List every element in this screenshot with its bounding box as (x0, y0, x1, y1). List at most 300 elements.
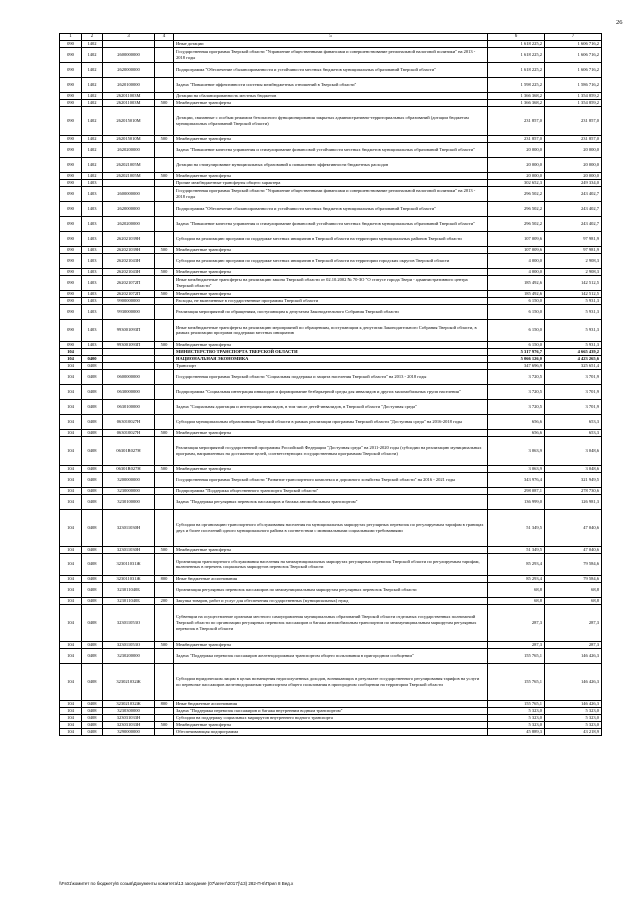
amount-2018-cell: 5 323,0 (545, 721, 602, 728)
description-cell: Дотации, связанные с особым режимом безопасного функционирования закрытых административно-территориальных образований (дотации бюджетам муниципальных образований Тверской области) (174, 106, 488, 135)
amount-2018-cell: 1 586 716,2 (545, 77, 602, 92)
admin-code-cell: 104 (60, 575, 82, 582)
section-code-cell: 0408 (82, 384, 103, 399)
amount-2018-cell: 2 908,3 (545, 253, 602, 268)
admin-code-cell: 104 (60, 641, 82, 648)
amount-2017-cell: 231 857,0 (488, 106, 545, 135)
admin-code-cell: 104 (60, 582, 82, 597)
section-code-cell: 1403 (82, 341, 103, 348)
section-code-cell: 1402 (82, 106, 103, 135)
description-cell: Дотации на сбалансированность местных бюджетов (174, 92, 488, 99)
amount-2018-cell: 325 651,4 (545, 362, 602, 369)
amount-2018-cell: 43 218,9 (545, 728, 602, 735)
admin-code-cell: 090 (60, 40, 82, 47)
footer-file-path: \\Fs01\комитет по бюджету\6 созыв\Документы комитета\13 заседание (07\агент\2017)\13) 282-П-6\Прил 8 Вед.x (59, 881, 294, 886)
description-cell: Межбюджетные трансферты (174, 268, 488, 275)
amount-2018-cell: 231 857,0 (545, 106, 602, 135)
description-cell: Задача "Поддержка регулярных перевозок пассажиров и багажа автомобильным транспортом" (174, 494, 488, 509)
description-cell: МИНИСТЕРСТВО ТРАНСПОРТА ТВЕРСКОЙ ОБЛАСТИ (174, 348, 488, 355)
section-code-cell: 1402 (82, 92, 103, 99)
amount-2017-cell: 3 720,5 (488, 399, 545, 414)
admin-code-cell: 104 (60, 597, 82, 604)
expense-type-cell (155, 487, 174, 494)
description-cell: Задача "Повышение эффективности системы межбюджетных отношений в Тверской области" (174, 77, 488, 92)
section-code-cell: 1403 (82, 186, 103, 201)
admin-code-cell: 090 (60, 253, 82, 268)
section-code-cell: 1402 (82, 172, 103, 179)
admin-code-cell: 104 (60, 604, 82, 641)
section-code-cell: 0408 (82, 546, 103, 553)
description-cell: Подпрограмма "Поддержка общественного транспорта Тверской области" (174, 487, 488, 494)
target-article-cell: 262021072П (103, 275, 155, 290)
amount-2017-cell: 20 000,0 (488, 157, 545, 172)
amount-2018-cell: 68,8 (545, 597, 602, 604)
amount-2017-cell: 298 087,1 (488, 487, 545, 494)
table-row (60, 62, 602, 77)
admin-code-cell: 090 (60, 268, 82, 275)
target-article-cell: 063010027Н (103, 429, 155, 436)
table-row (60, 663, 602, 700)
description-cell: Иные бюджетные ассигнования (174, 575, 488, 582)
table-row (60, 436, 602, 465)
amount-2017-cell: 1 366 368,2 (488, 92, 545, 99)
amount-2017-cell: 296 502,2 (488, 201, 545, 216)
amount-2018-cell: 142 512,5 (545, 275, 602, 290)
admin-code-cell: 104 (60, 700, 82, 707)
admin-code-cell: 104 (60, 414, 82, 429)
description-cell: Реализация мероприятий государственной программы Российской Федерации "Доступная среда" на 2011-2020 годы (субсидии на реализацию муниципальных программ, направленных на достижение целей, соответствующих государственным программам Тверской области) (174, 436, 488, 465)
admin-code-cell: 090 (60, 304, 82, 319)
amount-2017-cell: 107 009,6 (488, 246, 545, 253)
section-code-cell: 0408 (82, 472, 103, 487)
amount-2018-cell: 97 981,9 (545, 231, 602, 246)
amount-2017-cell: 1 366 368,2 (488, 99, 545, 106)
admin-code-cell: 090 (60, 99, 82, 106)
table-row (60, 246, 602, 253)
description-cell: Субсидии муниципальным образованиям Тверской области в рамках реализации программы Тверской области "Доступная среда" на 2016-2018 годы (174, 414, 488, 429)
amount-2018-cell: 142 512,5 (545, 290, 602, 297)
expense-type-cell: 500 (155, 465, 174, 472)
section-code-cell: 0408 (82, 648, 103, 663)
table-row (60, 142, 602, 157)
expense-type-cell: 500 (155, 641, 174, 648)
section-code-cell: 0408 (82, 414, 103, 429)
target-article-cell: 262021005М (103, 157, 155, 172)
admin-code-cell: 090 (60, 179, 82, 186)
admin-code-cell: 104 (60, 648, 82, 663)
admin-code-cell: 104 (60, 369, 82, 384)
description-cell: Межбюджетные трансферты (174, 465, 488, 472)
expense-type-cell (155, 77, 174, 92)
amount-2017-cell: 1 598 225,2 (488, 77, 545, 92)
admin-code-cell: 090 (60, 275, 82, 290)
amount-2017-cell: 6 150,0 (488, 304, 545, 319)
section-code-cell: 0408 (82, 597, 103, 604)
description-cell: Субсидии на поддержку социальных маршрутов внутреннего водного транспорта (174, 714, 488, 721)
amount-2018-cell: 5 931,3 (545, 341, 602, 348)
section-code-cell: 0408 (82, 582, 103, 597)
amount-2017-cell: 45 889,3 (488, 728, 545, 735)
description-cell: Задача "Поддержка перевозок пассажиров и багажа внутренним водным транспортом" (174, 707, 488, 714)
amount-2017-cell: 302 652,3 (488, 179, 545, 186)
table-row (60, 494, 602, 509)
admin-code-cell: 090 (60, 172, 82, 179)
amount-2017-cell: 155 765,1 (488, 648, 545, 663)
target-article-cell: 323031033Н (103, 714, 155, 721)
amount-2018-cell: 20 000,0 (545, 172, 602, 179)
description-cell: Государственная программа Тверской области "Развитие транспортного комплекса и дорожного хозяйства Тверской области" на 2016 - 2021 годы (174, 472, 488, 487)
table-row (60, 414, 602, 429)
section-code-cell: 1402 (82, 40, 103, 47)
target-article-cell: 9930000000 (103, 304, 155, 319)
table-row (60, 509, 602, 546)
target-article-cell: 323021032Ж (103, 700, 155, 707)
description-cell: Межбюджетные трансферты (174, 429, 488, 436)
section-code-cell: 1403 (82, 179, 103, 186)
amount-2017-cell: 51 349,5 (488, 509, 545, 546)
table-row (60, 216, 602, 231)
admin-code-cell: 090 (60, 62, 82, 77)
expense-type-cell: 200 (155, 597, 174, 604)
admin-code-cell: 090 (60, 77, 82, 92)
expense-type-cell: 500 (155, 135, 174, 142)
expense-type-cell (155, 362, 174, 369)
admin-code-cell: 090 (60, 92, 82, 99)
target-article-cell: 262021039Н (103, 246, 155, 253)
amount-2017-cell: 5 323,0 (488, 707, 545, 714)
table-body (60, 34, 602, 736)
section-code-cell: 0408 (82, 641, 103, 648)
expense-type-cell (155, 399, 174, 414)
section-code-cell: 0408 (82, 494, 103, 509)
section-code-cell: 0408 (82, 707, 103, 714)
table-row (60, 714, 602, 721)
table-row (60, 297, 602, 304)
admin-code-cell: 090 (60, 135, 82, 142)
expense-type-cell (155, 62, 174, 77)
table-row (60, 348, 602, 355)
amount-2018-cell: 231 857,0 (545, 135, 602, 142)
admin-code-cell: 104 (60, 663, 82, 700)
description-cell: Субвенции на осуществление органами местного самоуправления муниципальных образований Тверской области отдельных государственных полномочий Тверской области по организации регулярных перевозок пассажиров и багажа автомобильным транспортом по межмуниципальным маршрутам регулярных перевозок в Тверской области (174, 604, 488, 641)
description-cell: Транспорт (174, 362, 488, 369)
expense-type-cell: 500 (155, 546, 174, 553)
expense-type-cell (155, 728, 174, 735)
table-row (60, 268, 602, 275)
description-cell: Расходы, не включенные в государственные программы Тверской области (174, 297, 488, 304)
table-row (60, 429, 602, 436)
amount-2018-cell: 3 701,9 (545, 399, 602, 414)
section-code-cell: 0408 (82, 663, 103, 700)
amount-2017-cell: 656,6 (488, 414, 545, 429)
table-row (60, 92, 602, 99)
amount-2017-cell: 6 150,0 (488, 319, 545, 341)
target-article-cell: 262015010М (103, 106, 155, 135)
admin-code-cell: 104 (60, 487, 82, 494)
section-code-cell: 1402 (82, 99, 103, 106)
target-article-cell: 9900000000 (103, 297, 155, 304)
section-code-cell: 1403 (82, 268, 103, 275)
table-row (60, 157, 602, 172)
amount-2017-cell: 185 492,6 (488, 275, 545, 290)
admin-code-cell: 104 (60, 553, 82, 575)
amount-2018-cell: 653,3 (545, 414, 602, 429)
section-code-cell: 0408 (82, 553, 103, 575)
table-row (60, 641, 602, 648)
section-code-cell: 1402 (82, 62, 103, 77)
amount-2017-cell: 5 317 976,7 (488, 348, 545, 355)
admin-code-cell: 104 (60, 728, 82, 735)
admin-code-cell: 090 (60, 106, 82, 135)
amount-2017-cell: 1 618 225,2 (488, 62, 545, 77)
amount-2018-cell: 278 730,6 (545, 487, 602, 494)
table-row (60, 384, 602, 399)
admin-code-cell: 090 (60, 231, 82, 246)
admin-code-cell: 104 (60, 714, 82, 721)
table-row (60, 172, 602, 179)
description-cell: Межбюджетные трансферты (174, 641, 488, 648)
amount-2018-cell: 3 048,6 (545, 436, 602, 465)
description-cell: Реализация мероприятий по обращениям, поступающим к депутатам Законодательного Собрания Тверской области (174, 304, 488, 319)
section-code-cell: 0408 (82, 436, 103, 465)
section-code-cell: 0408 (82, 399, 103, 414)
description-cell: Межбюджетные трансферты (174, 99, 488, 106)
target-article-cell: 2620000000 (103, 62, 155, 77)
table-row (60, 275, 602, 290)
expense-type-cell (155, 304, 174, 319)
section-code-cell: 1402 (82, 77, 103, 92)
admin-code-cell: 090 (60, 319, 82, 341)
description-cell: Организация транспортного обслуживания населения на межмуниципальных маршрутах регулярных перевозок Тверской области по регулируемым тарифам, включенных в перечень социальных маршрутов перевозок Тверской области (174, 553, 488, 575)
amount-2018-cell: 20 000,0 (545, 142, 602, 157)
description-cell: Государственная программа Тверской области "Социальная поддержка и защита населения Тверской области" на 2013 - 2018 годы (174, 369, 488, 384)
section-code-cell: 1403 (82, 275, 103, 290)
table-row (60, 648, 602, 663)
column-header: 5 (174, 34, 488, 41)
expense-type-cell (155, 92, 174, 99)
admin-code-cell: 090 (60, 341, 82, 348)
target-article-cell: 262015010М (103, 135, 155, 142)
admin-code-cell: 090 (60, 201, 82, 216)
target-article-cell: 06301R027Н (103, 465, 155, 472)
section-code-cell: 1403 (82, 253, 103, 268)
admin-code-cell: 090 (60, 246, 82, 253)
target-article-cell: 06301R027Н (103, 436, 155, 465)
section-code-cell: 0408 (82, 487, 103, 494)
amount-2017-cell: 51 349,5 (488, 546, 545, 553)
amount-2017-cell: 296 502,2 (488, 186, 545, 201)
amount-2017-cell: 5 066 126,0 (488, 355, 545, 362)
description-cell: Задача "Социальная адаптация и интеграция инвалидов, в том числе детей-инвалидов, в Тверской области "Доступная среда" (174, 399, 488, 414)
target-article-cell (103, 179, 155, 186)
target-article-cell: 323011053О (103, 604, 155, 641)
description-cell: Субсидии на реализацию программ по поддержке местных инициатив в Тверской области на территории городских округов Тверской области (174, 253, 488, 268)
amount-2018-cell: 5 931,3 (545, 297, 602, 304)
amount-2018-cell: 68,8 (545, 582, 602, 597)
admin-code-cell: 104 (60, 494, 82, 509)
amount-2017-cell: 347 696,9 (488, 362, 545, 369)
amount-2018-cell: 47 040,6 (545, 546, 602, 553)
table-row (60, 546, 602, 553)
target-article-cell: 262021005М (103, 172, 155, 179)
expense-type-cell (155, 604, 174, 641)
table-row (60, 179, 602, 186)
admin-code-cell: 104 (60, 465, 82, 472)
column-header: 1 (60, 34, 82, 41)
amount-2018-cell: 146 426,3 (545, 648, 602, 663)
expense-type-cell: 500 (155, 290, 174, 297)
expense-type-cell (155, 106, 174, 135)
page-number: 26 (616, 19, 623, 26)
table-row (60, 707, 602, 714)
amount-2017-cell: 136 999,0 (488, 494, 545, 509)
section-code-cell: 1402 (82, 157, 103, 172)
target-article-cell: 993001093П (103, 341, 155, 348)
table-row (60, 721, 602, 728)
target-article-cell: 3290000000 (103, 728, 155, 735)
description-cell: Межбюджетные трансферты (174, 290, 488, 297)
amount-2018-cell: 126 981,3 (545, 494, 602, 509)
target-article-cell: 323011030Н (103, 509, 155, 546)
description-cell: Иные бюджетные ассигнования (174, 700, 488, 707)
amount-2017-cell: 68,8 (488, 582, 545, 597)
expense-type-cell (155, 179, 174, 186)
amount-2018-cell: 1 606 716,2 (545, 47, 602, 62)
admin-code-cell: 104 (60, 472, 82, 487)
target-article-cell: 2620200000 (103, 216, 155, 231)
expense-type-cell: 500 (155, 341, 174, 348)
target-article-cell (103, 362, 155, 369)
amount-2018-cell: 321 949,5 (545, 472, 602, 487)
description-cell: Дотации на стимулирование муниципальных образований к повышению эффективности бюджетных расходов (174, 157, 488, 172)
amount-2018-cell: 249 334,0 (545, 179, 602, 186)
amount-2018-cell: 3 701,9 (545, 369, 602, 384)
expense-type-cell: 500 (155, 99, 174, 106)
admin-code-cell: 104 (60, 509, 82, 546)
amount-2017-cell: 85 293,4 (488, 553, 545, 575)
amount-2017-cell: 68,8 (488, 597, 545, 604)
amount-2018-cell: 243 402,7 (545, 216, 602, 231)
description-cell: Субсидии юридическим лицам в целях возмещения недополученных доходов, возникающих в результате государственного регулирования тарифов на услуги по перевозке пассажиров железнодорожным транспортом общего пользования в пригородном сообщении на территории Тверской области (174, 663, 488, 700)
section-code-cell: 0408 (82, 575, 103, 582)
admin-code-cell: 090 (60, 290, 82, 297)
table-row (60, 700, 602, 707)
section-code-cell: 1403 (82, 304, 103, 319)
admin-code-cell: 090 (60, 216, 82, 231)
expense-type-cell (155, 714, 174, 721)
target-article-cell: 0630000000 (103, 384, 155, 399)
description-cell: Задача "Повышение качества управления и стимулирование финансовой устойчивости местных бюджетов муниципальных образований Тверской области" (174, 216, 488, 231)
amount-2018-cell: 5 323,0 (545, 714, 602, 721)
target-article-cell: 323031033Н (103, 721, 155, 728)
column-header: 7 (545, 34, 602, 41)
expense-type-cell: 500 (155, 246, 174, 253)
description-cell: Межбюджетные трансферты (174, 246, 488, 253)
table-row (60, 399, 602, 414)
section-code-cell: 1403 (82, 246, 103, 253)
description-cell: Государственная программа Тверской области "Управление общественными финансами и совершенствование региональной налоговой политики" на 2013 - 2018 годы (174, 186, 488, 201)
amount-2018-cell: 243 402,7 (545, 186, 602, 201)
expense-type-cell (155, 47, 174, 62)
section-code-cell: 1402 (82, 47, 103, 62)
admin-code-cell: 104 (60, 384, 82, 399)
section-code-cell: 1403 (82, 216, 103, 231)
section-code-cell: 1402 (82, 135, 103, 142)
section-code-cell: 1403 (82, 201, 103, 216)
expense-type-cell: 800 (155, 575, 174, 582)
target-article-cell: 3230000000 (103, 487, 155, 494)
target-article-cell: 063010027Н (103, 414, 155, 429)
description-cell: Задача "Повышение качества управления и стимулирование финансовой устойчивости местных бюджетов муниципальных образований Тверской области" (174, 142, 488, 157)
amount-2018-cell: 1 354 859,2 (545, 99, 602, 106)
expense-type-cell (155, 553, 174, 575)
amount-2018-cell: 243 402,7 (545, 201, 602, 216)
expense-type-cell (155, 142, 174, 157)
amount-2017-cell: 20 000,0 (488, 172, 545, 179)
table-row (60, 304, 602, 319)
column-header: 6 (488, 34, 545, 41)
table-row (60, 319, 602, 341)
expense-type-cell: 500 (155, 268, 174, 275)
amount-2017-cell: 3 720,5 (488, 384, 545, 399)
table-row (60, 201, 602, 216)
target-article-cell: 323011040Б (103, 582, 155, 597)
expense-type-cell (155, 384, 174, 399)
amount-2017-cell: 3 063,9 (488, 465, 545, 472)
description-cell: Межбюджетные трансферты (174, 135, 488, 142)
amount-2017-cell: 3 063,9 (488, 436, 545, 465)
amount-2018-cell: 287,3 (545, 641, 602, 648)
budget-table (59, 33, 602, 736)
target-article-cell: 993001093П (103, 319, 155, 341)
section-code-cell: 1403 (82, 290, 103, 297)
amount-2018-cell: 1 606 716,2 (545, 40, 602, 47)
column-header: 3 (103, 34, 155, 41)
expense-type-cell: 500 (155, 172, 174, 179)
expense-type-cell (155, 648, 174, 663)
description-cell: Субсидии на организацию транспортного обслуживания населения на муниципальных маршрутах регулярных перевозок по регулируемым тарифам в границах двух и более поселений одного муниципального района в соответствии с минимальными социальными требованиями (174, 509, 488, 546)
target-article-cell (103, 40, 155, 47)
table-row (60, 355, 602, 362)
expense-type-cell (155, 253, 174, 268)
target-article-cell: 262021039Н (103, 231, 155, 246)
admin-code-cell: 104 (60, 355, 82, 362)
amount-2018-cell: 287,3 (545, 604, 602, 641)
description-cell: Прочие межбюджетные трансферты общего характера (174, 179, 488, 186)
table-row (60, 341, 602, 348)
target-article-cell: 262021043Н (103, 253, 155, 268)
amount-2017-cell: 343 976,4 (488, 472, 545, 487)
description-cell: Межбюджетные трансферты (174, 341, 488, 348)
amount-2018-cell: 4 423 265,6 (545, 355, 602, 362)
amount-2017-cell: 155 765,1 (488, 700, 545, 707)
expense-type-cell (155, 355, 174, 362)
table-row (60, 106, 602, 135)
amount-2017-cell: 85 293,4 (488, 575, 545, 582)
description-cell: Иные межбюджетные трансферты на реализацию закона Тверской области от 02.10.2002 № 70-ЗО "О статусе города Твери - административного центра Тверской области" (174, 275, 488, 290)
target-article-cell: 262011003М (103, 99, 155, 106)
table-row (60, 77, 602, 92)
target-article-cell: 262021043Н (103, 268, 155, 275)
description-cell: Государственная программа Тверской области "Управление общественными финансами и совершенствование региональной налоговой политики" на 2013 - 2018 годы (174, 47, 488, 62)
expense-type-cell (155, 494, 174, 509)
table-row (60, 253, 602, 268)
expense-type-cell (155, 157, 174, 172)
amount-2018-cell: 1 606 716,2 (545, 62, 602, 77)
table-row (60, 47, 602, 62)
amount-2017-cell: 107 009,6 (488, 231, 545, 246)
description-cell: Иные дотации (174, 40, 488, 47)
